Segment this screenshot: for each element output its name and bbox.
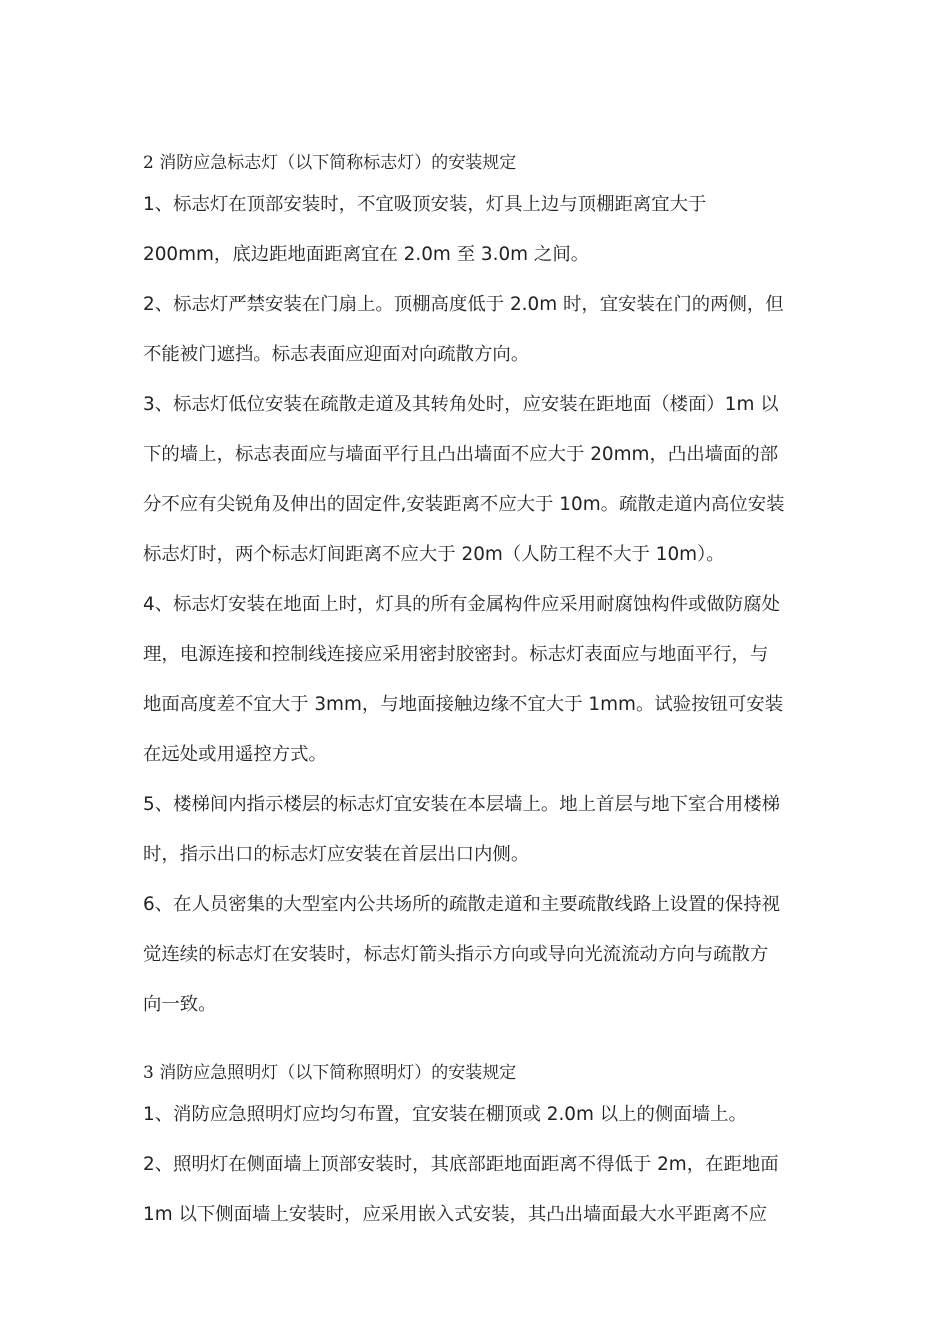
section-heading: 3 消防应急照明灯（以下简称照明灯）的安装规定: [143, 1063, 517, 1083]
text-line: 6、在人员密集的大型室内公共场所的疏散走道和主要疏散线路上设置的保持视: [143, 894, 780, 915]
text-line: 2、标志灯严禁安装在门扇上。顶棚高度低于 2.0m 时，宜安装在门的两侧，但: [143, 294, 784, 315]
text-line: 3、标志灯低位安装在疏散走道及其转角处时，应安装在距地面（楼面）1m 以: [143, 394, 779, 415]
text-line: 200mm，底边距地面距离宜在 2.0m 至 3.0m 之间。: [143, 244, 590, 265]
section-heading: 2 消防应急标志灯（以下简称标志灯）的安装规定: [143, 153, 517, 173]
text-line: 觉连续的标志灯在安装时，标志灯箭头指示方向或导向光流流动方向与疏散方: [143, 944, 769, 965]
section-lighting: [143, 1060, 813, 1240]
section-sign-lights: [143, 150, 813, 1030]
text-line: 在远处或用遥控方式。: [143, 744, 327, 765]
text-line: 向一致。: [143, 994, 217, 1015]
text-line: 5、楼梯间内指示楼层的标志灯宜安装在本层墙上。地上首层与地下室合用楼梯: [143, 794, 780, 815]
text-line: 不能被门遮挡。标志表面应迎面对向疏散方向。: [143, 344, 530, 365]
text-line: 标志灯时，两个标志灯间距离不应大于 20m（人防工程不大于 10m）。: [143, 544, 725, 565]
text-line: 1m 以下侧面墙上安装时，应采用嵌入式安装，其凸出墙面最大水平距离不应: [143, 1204, 767, 1225]
text-line: 时，指示出口的标志灯应安装在首层出口内侧。: [143, 844, 530, 865]
text-line: 1、标志灯在顶部安装时，不宜吸顶安装，灯具上边与顶棚距离宜大于: [143, 194, 707, 215]
text-line: 理，电源连接和控制线连接应采用密封胶密封。标志灯表面应与地面平行，与: [143, 644, 769, 665]
text-line: 分不应有尖锐角及伸出的固定件,安装距离不应大于 10m。疏散走道内高位安装: [143, 494, 785, 515]
text-line: 地面高度差不宜大于 3mm，与地面接触边缘不宜大于 1mm。试验按钮可安装: [143, 694, 784, 715]
text-line: 4、标志灯安装在地面上时，灯具的所有金属构件应采用耐腐蚀构件或做防腐处: [143, 594, 780, 615]
text-line: 1、消防应急照明灯应均匀布置，宜安装在棚顶或 2.0m 以上的侧面墙上。: [143, 1104, 747, 1125]
text-line: 下的墙上，标志表面应与墙面平行且凸出墙面不应大于 20mm，凸出墙面的部: [143, 444, 779, 465]
section-spacer: [143, 1030, 813, 1060]
document-page: [143, 150, 813, 1240]
text-line: 2、照明灯在侧面墙上顶部安装时，其底部距地面距离不得低于 2m，在距地面: [143, 1154, 779, 1175]
